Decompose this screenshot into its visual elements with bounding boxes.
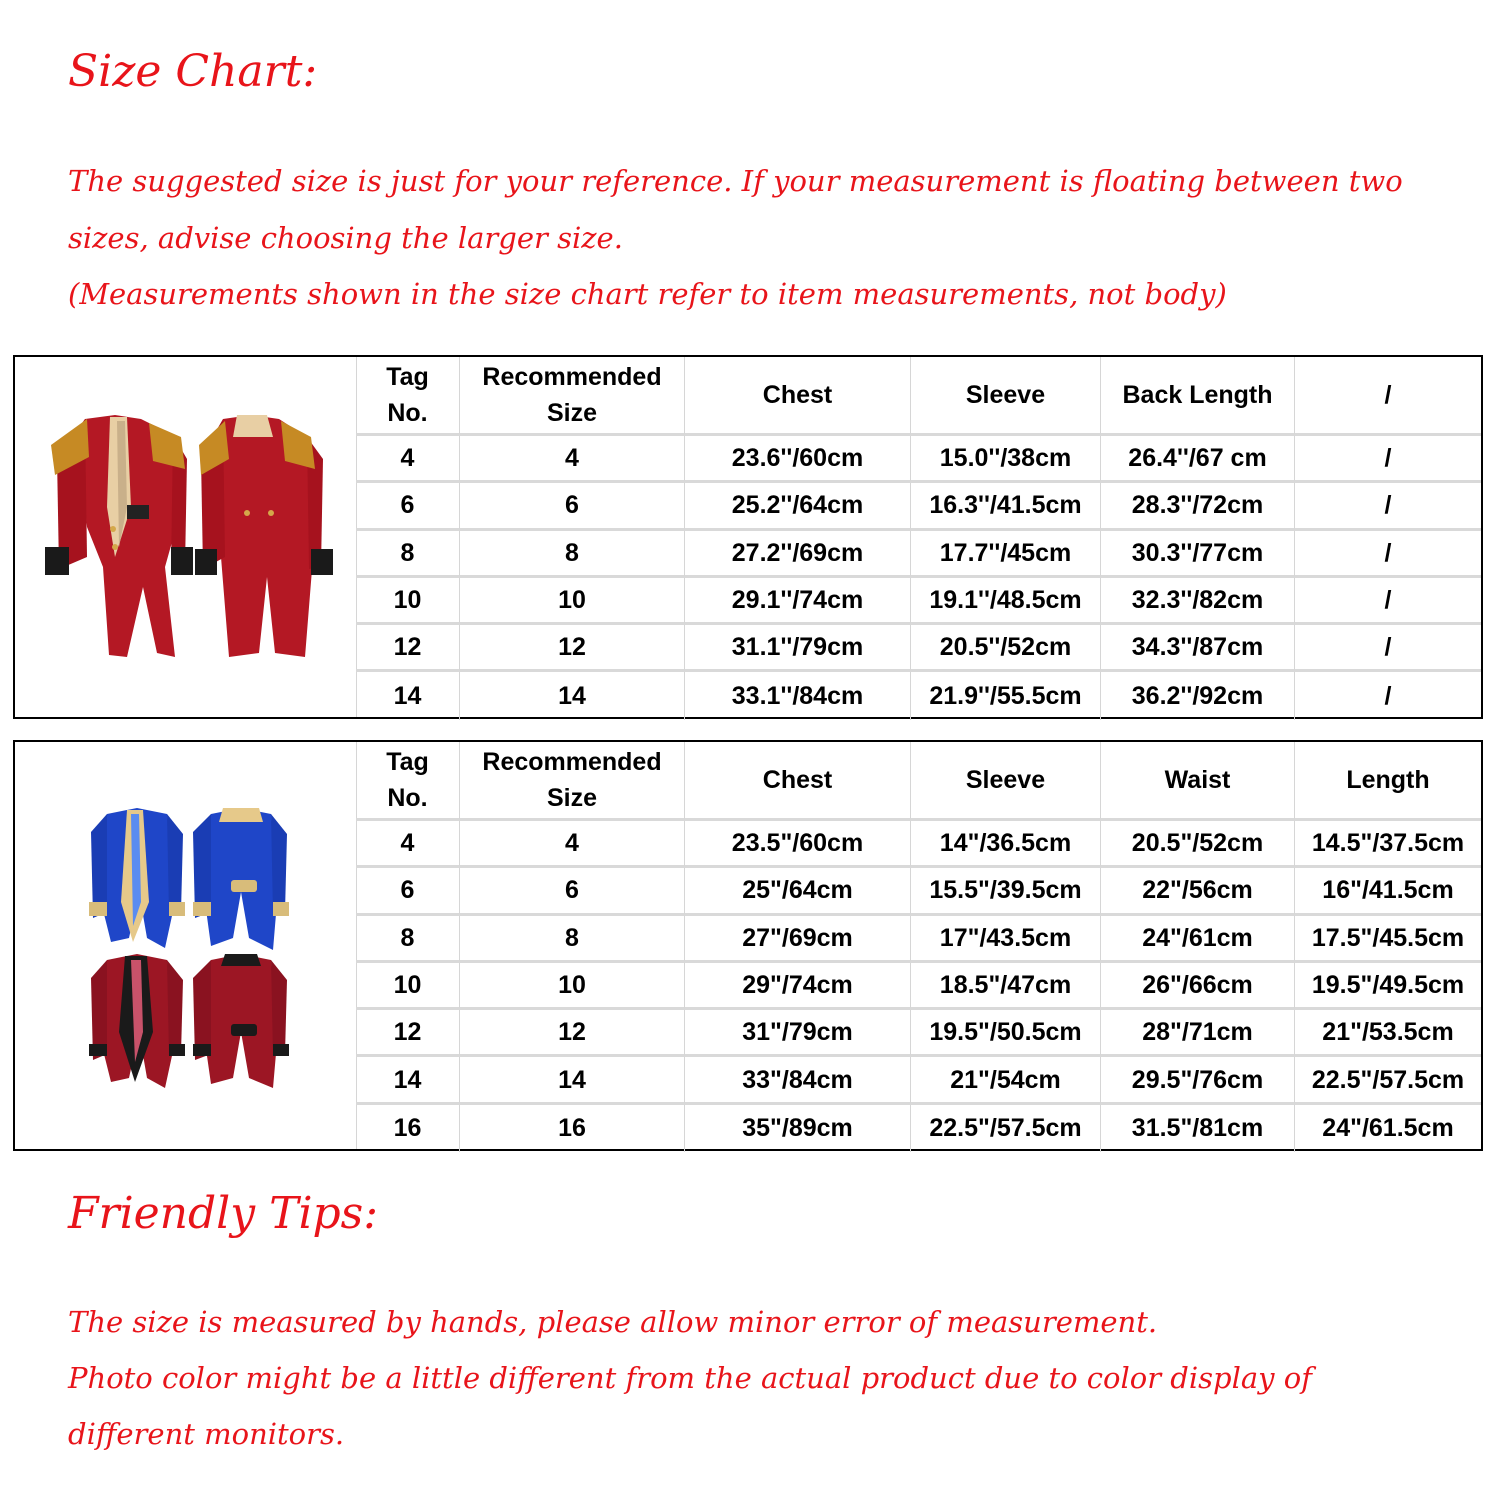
table1-cell: 23.6''/60cm: [685, 436, 911, 483]
table2-cell: 29.5"/76cm: [1101, 1057, 1295, 1104]
table1-cell: 10: [356, 578, 460, 625]
table1-cell: 16.3''/41.5cm: [911, 483, 1101, 530]
table2-cell: 16: [356, 1105, 460, 1152]
table2-cell: 17.5"/45.5cm: [1295, 916, 1481, 963]
table2-cell: 27"/69cm: [685, 916, 911, 963]
red-tailcoat-back-icon: [195, 415, 333, 657]
table1-cell: /: [1384, 682, 1392, 711]
table2-cell: 25"/64cm: [685, 868, 911, 915]
size-chart-heading: Size Chart:: [68, 46, 318, 97]
table1-cell: 12: [460, 625, 685, 672]
table1-cell: 8: [356, 531, 460, 578]
table1-cell: 30.3''/77cm: [1101, 531, 1295, 578]
table1-header-tag: [356, 357, 460, 436]
table1-header-sleeve: Sleeve: [911, 357, 1101, 436]
table1-cell: 4: [356, 436, 460, 483]
table1-cell: 15.0''/38cm: [911, 436, 1101, 483]
table2-header-waist: Waist: [1101, 742, 1295, 821]
intro-line-2: sizes, advise choosing the larger size.: [68, 221, 623, 255]
table1-cell: /: [1295, 483, 1481, 530]
table2-cell: 4: [356, 821, 460, 868]
table2-cell: 10: [356, 963, 460, 1010]
table1-header-tag-label: Tag No.: [386, 363, 429, 427]
table1-cell: 6: [356, 483, 460, 530]
table1-cell: 31.1''/79cm: [685, 625, 911, 672]
table2-cell: 22"/56cm: [1101, 868, 1295, 915]
table2-cell: 19.5"/49.5cm: [1295, 963, 1481, 1010]
table2-cell: 14: [460, 1057, 685, 1104]
table1-header-recommended: [460, 357, 685, 436]
table1-cell: /: [1295, 578, 1481, 625]
table2-cell: 24"/61cm: [1101, 916, 1295, 963]
tips-line-2: Photo color might be a little different from the actual product due to color display of: [68, 1361, 1312, 1395]
table2-cell: 12: [356, 1010, 460, 1057]
table2-cell: 31.5"/81cm: [1101, 1105, 1295, 1152]
table1-cell: /: [1295, 531, 1481, 578]
table1-header-chest: Chest: [685, 357, 911, 436]
table2-cell: 18.5"/47cm: [911, 963, 1101, 1010]
table1-cell: 34.3''/87cm: [1101, 625, 1295, 672]
table2-cell: 10: [460, 963, 685, 1010]
table2-header-sleeve: Sleeve: [911, 742, 1101, 821]
table2-cell: 20.5"/52cm: [1101, 821, 1295, 868]
table1-cell: 29.1''/74cm: [685, 578, 911, 625]
table2-cell: 8: [356, 916, 460, 963]
product-image-cell-1: [15, 357, 357, 717]
blue-tailcoat-front-icon: [89, 808, 185, 948]
table2-header-tag-label: Tag No.: [386, 748, 429, 812]
size-table-2-grid: [356, 742, 1481, 1149]
table2-header-recommended: [460, 742, 685, 821]
table1-cell: 17.7''/45cm: [911, 531, 1101, 578]
size-table-1: [13, 355, 1483, 719]
blue-tailcoat-back-icon: [193, 808, 289, 950]
table1-cell: 8: [460, 531, 685, 578]
table1-cell: 25.2''/64cm: [685, 483, 911, 530]
table1-header-recommended-label: Recommended Size: [482, 363, 662, 427]
table2-cell: 21"/53.5cm: [1295, 1010, 1481, 1057]
table2-cell: 6: [460, 868, 685, 915]
table1-header-slash: /: [1295, 357, 1481, 436]
table2-cell: 35"/89cm: [685, 1105, 911, 1152]
table2-cell: 21"/54cm: [911, 1057, 1101, 1104]
table2-cell: 28"/71cm: [1101, 1010, 1295, 1057]
table1-cell: 32.3''/82cm: [1101, 578, 1295, 625]
red-tailcoat-front-icon: [45, 415, 193, 657]
table1-cell: /: [1295, 436, 1481, 483]
table1-cell: 28.3''/72cm: [1101, 483, 1295, 530]
table1-cell: 12: [356, 625, 460, 672]
table1-cell: 21.9''/55.5cm: [911, 672, 1101, 719]
table1-cell: 14: [460, 672, 685, 719]
table2-header-tag: [356, 742, 460, 821]
intro-line-1: The suggested size is just for your reference. If your measurement is floating between two: [68, 164, 1403, 198]
burgundy-tailcoat-back-icon: [193, 954, 289, 1088]
table2-cell: 17"/43.5cm: [911, 916, 1101, 963]
size-table-2: [13, 740, 1483, 1151]
size-table-1-grid: [356, 357, 1481, 717]
table2-cell: 24"/61.5cm: [1322, 1114, 1454, 1143]
table1-cell: 4: [460, 436, 685, 483]
table1-cell: 26.4''/67 cm: [1101, 436, 1295, 483]
table2-cell: 31"/79cm: [685, 1010, 911, 1057]
table2-cell: 4: [460, 821, 685, 868]
table2-cell: 23.5"/60cm: [685, 821, 911, 868]
table2-cell: 14"/36.5cm: [911, 821, 1101, 868]
table2-cell: 15.5"/39.5cm: [911, 868, 1101, 915]
table2-cell: 33"/84cm: [685, 1057, 911, 1104]
table2-header-recommended-label: Recommended Size: [482, 748, 662, 812]
table1-cell: 6: [460, 483, 685, 530]
table2-cell: 16"/41.5cm: [1295, 868, 1481, 915]
burgundy-tailcoat-front-icon: [89, 954, 185, 1088]
tips-line-1: The size is measured by hands, please allow minor error of measurement.: [68, 1305, 1158, 1339]
table2-cell: 26"/66cm: [1101, 963, 1295, 1010]
table2-cell: 22.5"/57.5cm: [1295, 1057, 1481, 1104]
table2-header-chest: Chest: [685, 742, 911, 821]
table2-cell: 19.5"/50.5cm: [911, 1010, 1101, 1057]
tips-line-3: different monitors.: [68, 1417, 345, 1451]
table2-cell: 6: [356, 868, 460, 915]
table1-cell: 33.1''/84cm: [685, 672, 911, 719]
table1-cell: 27.2''/69cm: [685, 531, 911, 578]
table1-cell: /: [1295, 625, 1481, 672]
table2-cell: 16: [460, 1105, 685, 1152]
table2-cell: 22.5"/57.5cm: [911, 1105, 1101, 1152]
table2-cell: 8: [460, 916, 685, 963]
table2-cell: 14: [356, 1057, 460, 1104]
product-image-cell-2: [15, 742, 357, 1149]
table1-cell: 20.5''/52cm: [911, 625, 1101, 672]
table2-header-length: Length: [1295, 742, 1481, 821]
table1-cell: 19.1''/48.5cm: [911, 578, 1101, 625]
table2-cell: 12: [460, 1010, 685, 1057]
table1-cell: 14: [356, 672, 460, 719]
table1-cell: 36.2''/92cm: [1101, 672, 1295, 719]
tailcoat-variants-image: [15, 742, 356, 1149]
table1-cell: 10: [460, 578, 685, 625]
table2-cell: 14.5"/37.5cm: [1295, 821, 1481, 868]
table1-header-back-length: Back Length: [1101, 357, 1295, 436]
red-tailcoat-image: [15, 357, 356, 717]
friendly-tips-heading: Friendly Tips:: [68, 1188, 379, 1239]
intro-line-3: (Measurements shown in the size chart refer to item measurements, not body): [68, 277, 1227, 311]
table2-cell: 29"/74cm: [685, 963, 911, 1010]
